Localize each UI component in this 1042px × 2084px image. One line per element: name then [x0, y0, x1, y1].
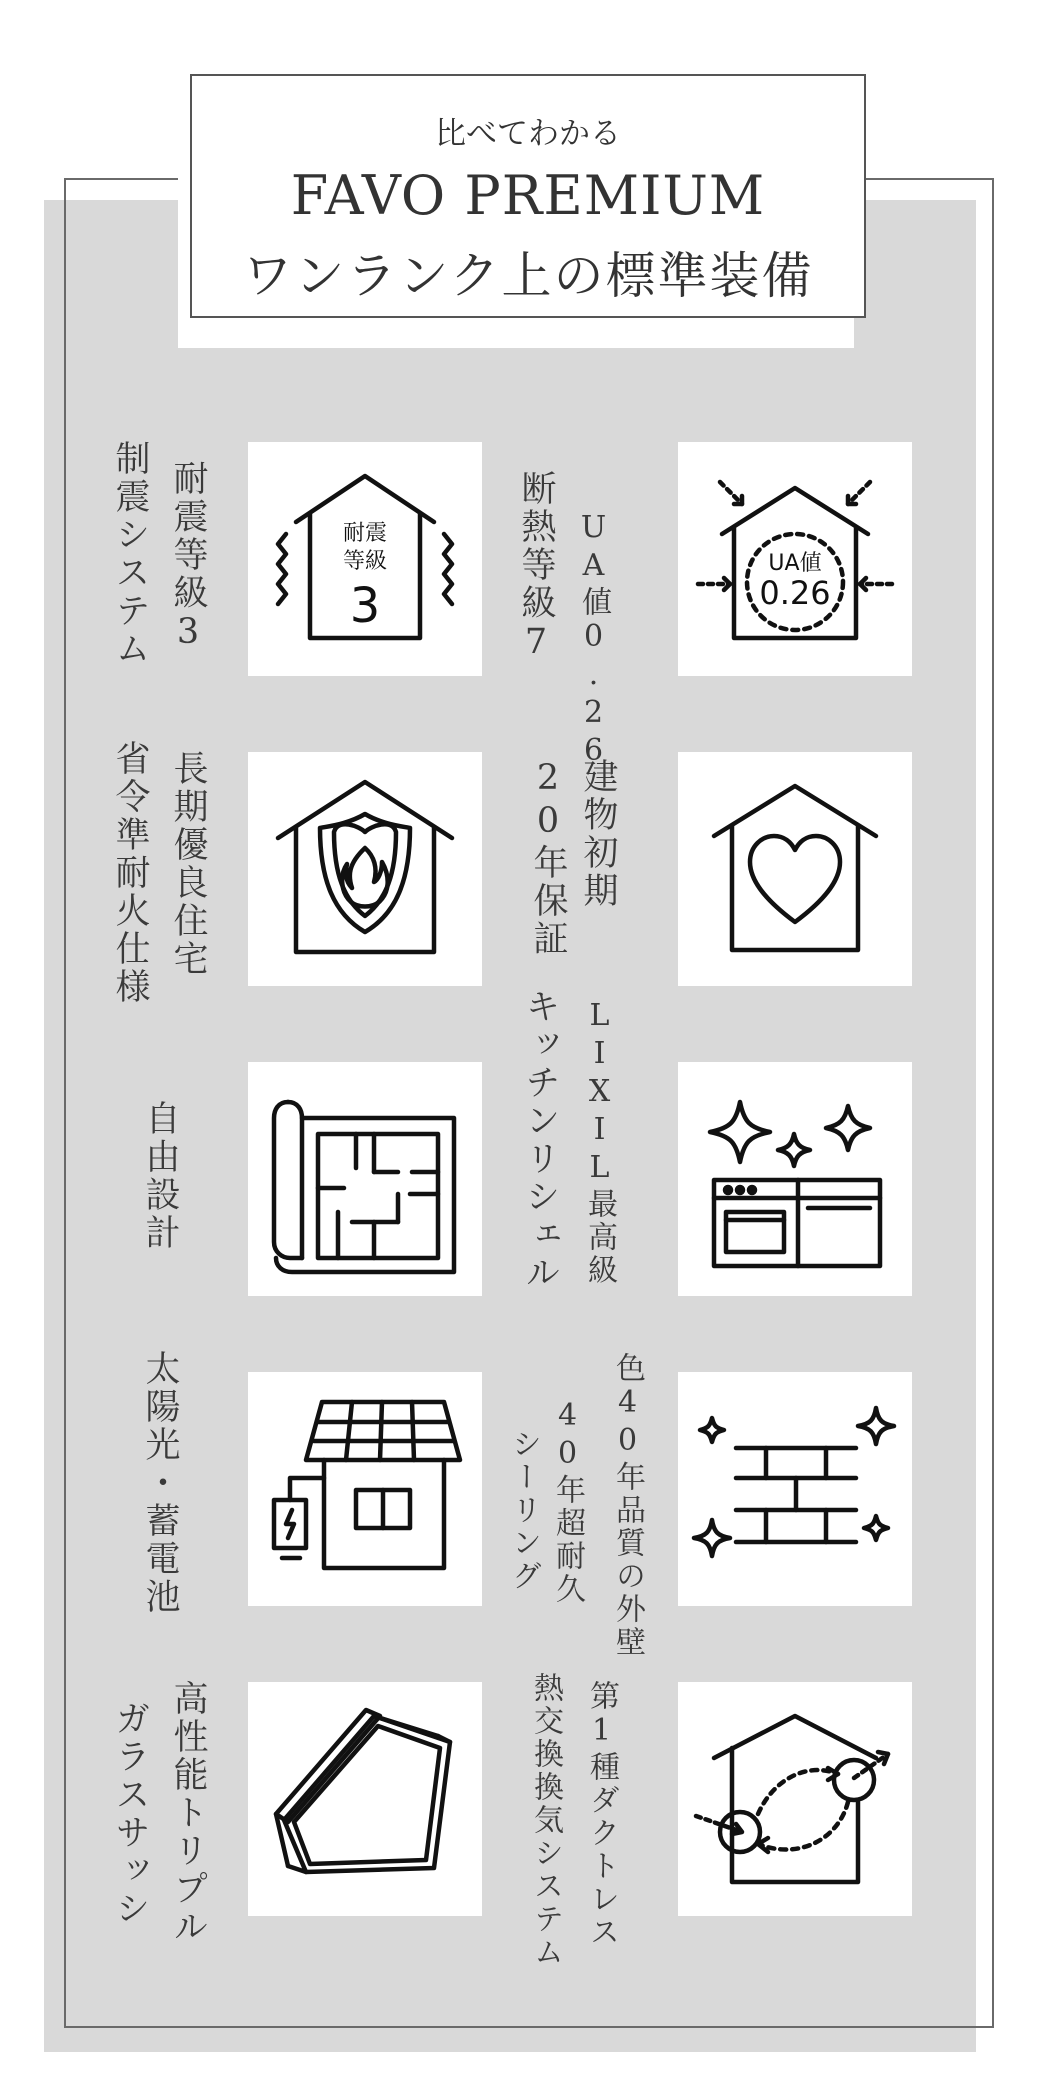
floor-plan-icon — [248, 1062, 482, 1296]
icon-text-value: 0.26 — [759, 574, 831, 612]
label-insulation-2: 断熱等級7 — [516, 470, 556, 665]
label-warranty-2: 20年保証 — [528, 758, 568, 958]
label-exterior-2: 40年超耐久 — [550, 1398, 585, 1606]
card-window — [248, 1682, 482, 1916]
icon-text-ua: UA値 — [768, 551, 822, 576]
card-warranty — [678, 752, 912, 986]
label-seismic-2: 制震システム — [110, 440, 150, 668]
label-design: 自由設計 — [140, 1100, 180, 1252]
sparkle-brick-wall-icon — [678, 1372, 912, 1606]
card-durability — [248, 752, 482, 986]
card-solar — [248, 1372, 482, 1606]
icon-text-1: 耐震 — [342, 521, 388, 546]
solar-house-battery-icon — [248, 1372, 482, 1606]
label-seismic-1: 耐震等級3 — [168, 460, 208, 655]
icon-text-3: 3 — [349, 578, 381, 634]
label-durability-1: 長期優良住宅 — [168, 750, 208, 978]
house-heart-icon — [678, 752, 912, 986]
house-ventilation-icon — [678, 1682, 912, 1916]
triple-glass-window-icon — [248, 1682, 482, 1916]
label-durability-2: 省令準耐火仕様 — [110, 740, 150, 1006]
label-kitchen-1: LIXIL最高級 — [582, 998, 617, 1287]
label-window-2: ガラスサッシ — [110, 1700, 150, 1928]
card-exterior — [678, 1372, 912, 1606]
card-seismic — [248, 442, 482, 676]
icon-text-2: 等級 — [342, 549, 388, 574]
house-fire-shield-icon — [248, 752, 482, 986]
card-kitchen — [678, 1062, 912, 1296]
label-window-1: 高性能トリプル — [168, 1680, 208, 1946]
label-insulation-1: UA値0.26 — [576, 510, 611, 771]
title-subtitle: 比べてわかる — [435, 116, 621, 152]
card-ventilation — [678, 1682, 912, 1916]
label-ventilation-1: 第1種ダクトレス — [584, 1680, 619, 1949]
label-kitchen-2: キッチンリシェル — [520, 988, 560, 1292]
title-main: FAVO PREMIUM — [290, 164, 766, 227]
label-exterior-1: 色40年品質の外壁 — [610, 1352, 645, 1659]
label-warranty-1: 建物初期 — [578, 758, 618, 910]
title-tagline: ワンランク上の標準装備 — [242, 247, 814, 305]
card-insulation — [678, 442, 912, 676]
kitchen-sparkle-icon — [678, 1062, 912, 1296]
label-ventilation-2: 熱交換換気システム — [528, 1672, 563, 1969]
house-insulation-icon — [678, 442, 912, 676]
title-box — [190, 74, 866, 318]
house-seismic-icon — [248, 442, 482, 676]
label-solar: 太陽光・蓄電池 — [140, 1350, 180, 1616]
card-design — [248, 1062, 482, 1296]
label-exterior-3: シーリング — [506, 1428, 541, 1593]
